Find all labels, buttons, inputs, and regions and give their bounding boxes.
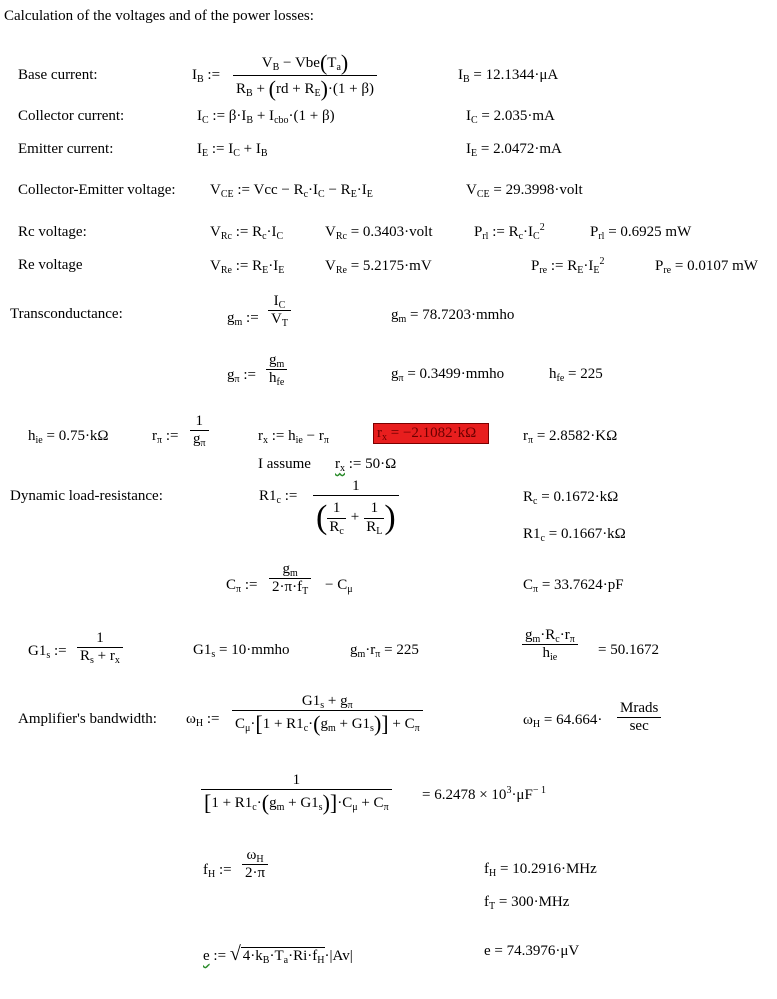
label-collector-current: Collector current: [18,108,125,124]
wh-result: $\omega_H = 64.664\cdot$ [523,712,603,730]
ic-def: $I_C$ := $\beta\cdot I_B + I_{cbo}\cdot(1 + \beta)$ [197,108,335,126]
rpi-def-lhs: $r_\pi$ := [152,428,179,446]
expr-fraction: 1 $[1 + R1_c\cdot(g_m + G1_s)]\cdot C_\mu + C_\pi$ [201,772,392,816]
vce-result: $V_{CE}$ = 29.3998·volt [466,182,583,200]
ic-result: $I_C = 2.035\cdot mA$ [466,108,555,126]
g1s-def-lhs: $G1_s$ := [28,643,67,661]
ib-def-lhs: $I_B$ := [192,67,221,85]
r1c-def-fraction: 1 ( 1 $R_c$ + $\frac{1}{R_L}$ ) [313,478,399,536]
prl-result: $P_{rl} = 0.6925$ mW [590,224,692,242]
cpi-def-fraction: $g_m$ $2\cdot\pi\cdot f_T$ [269,561,311,597]
ib-def-fraction: $V_B - Vbe(T_a)$ $R_B + (rd + R_E)\cdot(1 + \beta)$ [233,50,377,102]
rpi-def-fraction: 1 $g_\pi$ [190,413,209,449]
gpi-def-lhs: $g_\pi$ := [227,367,256,385]
gain-result: = 50.1672 [598,642,659,658]
cpi-def-lhs: $C_\pi$ := [226,577,258,595]
gm-def-lhs: $g_m$ := [227,310,259,328]
label-rc-voltage: Rc voltage: [18,224,87,240]
gpi-result: $g_\pi$ = 0.3499·mmho [391,366,505,384]
hfe-result: $h_{fe} = 225$ [549,366,603,384]
label-vce: Collector-Emitter voltage: [18,182,176,198]
g1s-def-fraction: 1 $R_s + r_x$ [77,630,123,666]
g1s-result: $G1_s$ = 10·mmho [193,642,290,660]
expr-result: = $6.2478 \times 10^3\cdot\mu F^{- 1}$ [422,785,546,803]
rpi-result: $r_\pi = 2.8582\cdot K\Omega$ [523,428,618,446]
fh-def-lhs: $f_H$ := [203,862,232,880]
pre-result: $P_{re} = 0.0107$ mW [655,258,758,276]
vre-def: $V_{Re}$ := $R_E\cdot I_E$ [210,258,285,276]
gain-fraction: $g_m\cdot R_c\cdot r_\pi$ $h_{ie}$ [522,627,578,663]
vrc-result: $V_{Rc}$ = 0.3403·volt [325,224,433,242]
ie-def: $I_E$ := $I_C + I_B$ [197,141,268,159]
gm-result: $g_m$ = 78.7203·mmho [391,307,515,325]
ft-result: $f_T = 300\cdot MHz$ [484,894,570,912]
gm-rpi-result: $g_m\cdot r_\pi = 225$ [350,642,419,660]
page-header: Calculation of the voltages and of the power losses: [4,8,314,24]
fh-result: $f_H = 10.2916\cdot MHz$ [484,861,597,879]
label-bandwidth: Amplifier's bandwidth: [18,711,157,727]
vre-result: $V_{Re} = 5.2175\cdot mV$ [325,258,432,276]
cpi-result: $C_\pi = 33.7624\cdot pF$ [523,577,624,595]
rx-assume-def: $r_x$ := 50·Ω [335,456,397,474]
e-def: e := √ $4\cdot k_B\cdot T_a\cdot Ri\cdot f_H\cdot|Av|$ [203,943,353,966]
label-dynamic-load: Dynamic load-resistance: [10,488,163,504]
label-re-voltage: Re voltage [18,257,83,273]
ib-result: $I_B = 12.1344\cdot\mu A$ [458,67,559,85]
rx-def: $r_x$ := $h_{ie} - r_\pi$ [258,428,329,446]
wh-unit-fraction: Mrads sec [617,700,661,736]
pre-def: $P_{re}$ := $R_E\cdot I_E^2$ [531,256,605,276]
r1c-result: $R1_c = 0.1667\cdot k\Omega$ [523,526,626,544]
rx-error-result: $r_x = -2.1082\cdot k\Omega$ [373,423,489,444]
wh-def-lhs: $\omega_H$ := [186,711,220,729]
label-assume: I assume [258,456,311,472]
label-emitter-current: Emitter current: [18,141,114,157]
vce-def: $V_{CE}$ := Vcc − $R_c\cdot I_C - R_E\cdot I_E$ [210,182,373,200]
e-result: e = 74.3976·μV [484,943,580,959]
gpi-def-fraction: $g_m$ $h_{fe}$ [266,352,287,388]
vrc-def: $V_{Rc}$ := $R_c\cdot I_C$ [210,224,284,242]
cpi-def-rhs: − $C_\mu$ [325,577,353,595]
prl-def: $P_{rl}$ := $R_c\cdot I_C^2$ [474,222,545,242]
wh-def-fraction: $G1_s + g_\pi$ $C_\mu\cdot[1 + R1_c\cdot(g_m + G1_s)] + C_\pi$ [232,693,423,737]
label-base-current: Base current: [18,67,98,83]
fh-def-fraction: $\omega_H$ 2·π [242,847,268,883]
rc-result: $R_c = 0.1672\cdot k\Omega$ [523,489,619,507]
ie-result: $I_E = 2.0472\cdot mA$ [466,141,562,159]
r1c-def-lhs: $R1_c$ := [259,488,298,506]
gm-def-fraction: $I_C$ $V_T$ [268,293,291,329]
label-transconductance: Transconductance: [10,306,123,322]
hie-result: $h_{ie} = 0.75\cdot k\Omega$ [28,428,109,446]
